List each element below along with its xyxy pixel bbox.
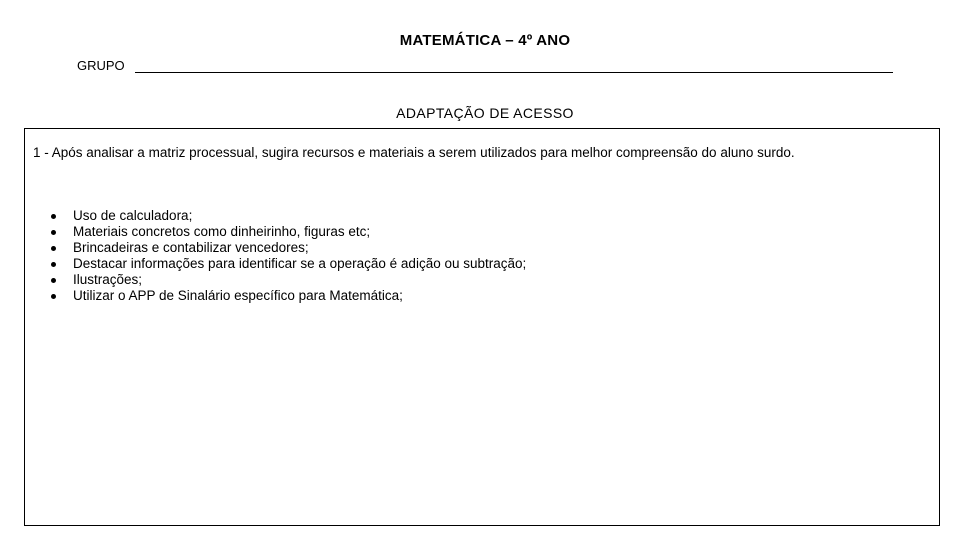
list-item	[51, 208, 526, 224]
group-fill-line	[135, 72, 893, 73]
bullet-icon	[51, 214, 56, 219]
list-item	[51, 272, 526, 288]
list-item-text: Utilizar o APP de Sinalário específico para Matemática;	[73, 288, 403, 303]
list-item	[51, 224, 526, 240]
list-item-text: Brincadeiras e contabilizar vencedores;	[73, 240, 309, 255]
group-field	[77, 58, 893, 74]
group-label: GRUPO	[77, 58, 125, 73]
bullet-icon	[51, 246, 56, 251]
list-item-text: Uso de calculadora;	[73, 208, 193, 223]
list-item-text: Ilustrações;	[73, 272, 143, 287]
document-title: MATEMÁTICA – 4º ANO	[399, 32, 571, 49]
bullet-icon	[51, 294, 56, 299]
section-title: ADAPTAÇÃO DE ACESSO	[396, 105, 574, 121]
bullet-icon	[51, 262, 56, 267]
bullet-icon	[51, 230, 56, 235]
list-item	[51, 240, 526, 256]
bullet-icon	[51, 278, 56, 283]
list-item	[51, 288, 526, 304]
question-text: 1 - Após analisar a matriz processual, sugira recursos e materiais a serem utilizados para melhor compreensão do aluno surdo.	[33, 145, 795, 160]
list-item-text: Materiais concretos como dinheirinho, figuras etc;	[73, 224, 371, 239]
list-item	[51, 256, 526, 272]
resource-list	[51, 208, 526, 304]
list-item-text: Destacar informações para identificar se a operação é adição ou subtração;	[73, 256, 527, 271]
answer-box	[24, 128, 940, 526]
